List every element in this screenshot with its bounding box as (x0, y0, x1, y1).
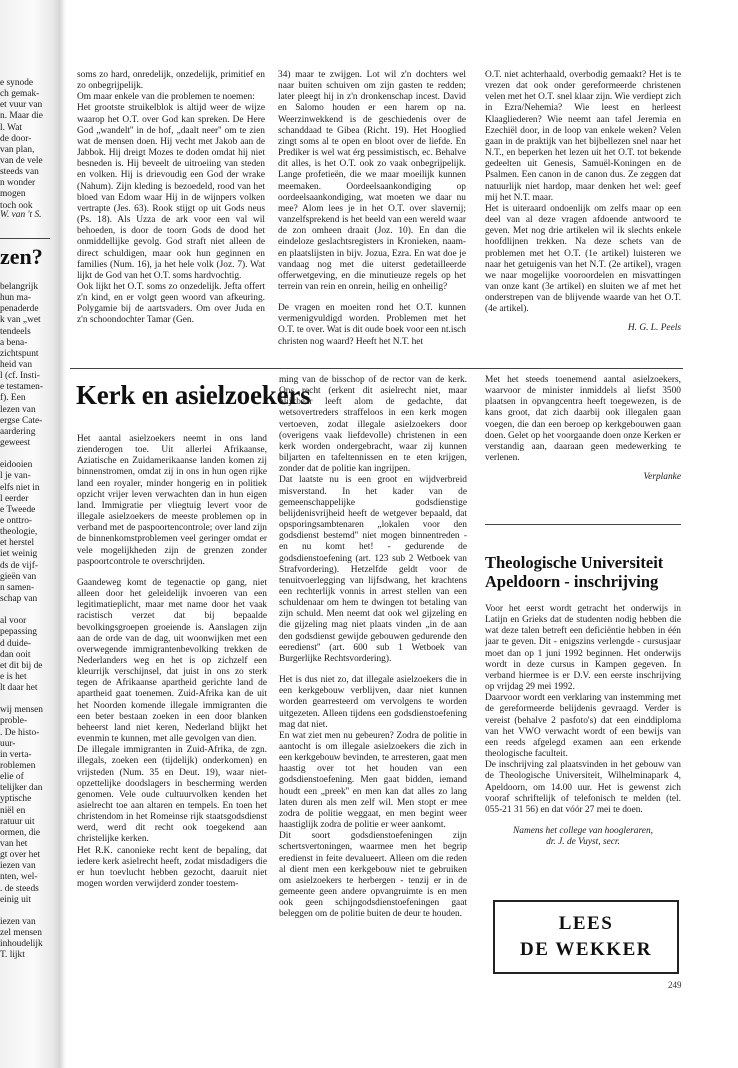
fragment-line: k van „wet (0, 315, 41, 326)
fragment-line (0, 605, 56, 616)
fragment-line: gieën van (0, 571, 37, 582)
top-article-column-1 (77, 70, 265, 352)
fragment-line (0, 906, 56, 917)
fragment-line: ratuur uit (0, 816, 35, 827)
top-article-col3-text: O.T. niet achterhaald, overbodig gemaakt? Het is te vrezen dat ook onder gereformeerde christenen velen met het O.T. snel klaar zijn. Wie verdiept zich in Ezra/Nehemia? Wie leest en herleest Klaagliederen? Wie neemt aan tafel Jeremia en Ezechiël door, in de loop van enkele weken? Velen gaan in de praktijk van het bijbellezen snel naar het N.T., en beperken het lezen uit het O.T. tot bekende gedeelten uit Genesis, Samuël-Koningen en de Psalmen. Een canon in de canon dus. Ze zeggen dat natuurlijk niet hardop, maar denken het wel: geef mij het N.T. maar. Het is uiteraard ondoenlijk om zelfs maar op een deel van al deze vragen afdoende antwoord te geven. Met nog drie artikelen wil ik slechts enkele hoofdlijnen trekken. Na deze schets van de problemen met het O.T. (1e artikel) luisteren we naar het getuigenis van het N.T. (2e artikel), vragen we naar mogelijke vooroordelen en misvattingen van onze kant (3e artikel) en sluiten we af met het onderstrepen van de blijvende waarde van het O.T. (4e artikel). (485, 70, 681, 315)
fragment-line: e is het (0, 671, 27, 682)
fragment-line: yptische (0, 794, 32, 805)
fragment-line: T. lijkt (0, 950, 25, 961)
tua-article-body (485, 604, 681, 894)
fragment-line: toch ook (0, 200, 33, 211)
fragment-line: a bena- (0, 337, 28, 348)
fragment-line: al voor (0, 616, 27, 627)
fragment-line: et herstel (0, 538, 35, 549)
fragment-line: elie of (0, 772, 24, 783)
fragment-line: l. Wat (0, 122, 22, 133)
fragment-line: e Tweede (0, 504, 36, 515)
fragment-line: van plan, (0, 144, 35, 155)
fragment-line: lt daar het (0, 683, 38, 694)
fragment-line: wij mensen (0, 705, 43, 716)
fragment-line: f). Een (0, 393, 26, 404)
promo-line-1: LEES (558, 913, 614, 934)
fragment-line: theologie, (0, 527, 38, 538)
left-page-signature: W. van 't S. (0, 210, 42, 220)
fragment-line: telijker dan (0, 783, 43, 794)
fragment-line: elfs niet in (0, 482, 40, 493)
asiel-article-column-2 (279, 375, 467, 990)
fragment-line: van de vele (0, 155, 43, 166)
fragment-line: einig uit (0, 894, 31, 905)
tua-college-signature (485, 826, 681, 848)
fragment-line: e testamen- (0, 382, 43, 393)
fragment-line: et dit bij de (0, 660, 43, 671)
top-article-col2-text-2: De vragen en moeiten rond het O.T. kunnen vermenigvuldigd worden. Problemen met het O.T. te over. Wat is dit oude boek voor een nt.isch christen nog waard? Heeft het N.T. het (278, 303, 466, 347)
asiel-article-column-3 (485, 375, 681, 515)
fragment-line (0, 449, 56, 460)
tua-college-line-2: dr. J. de Vuyst, secr. (546, 837, 620, 848)
fragment-line: tendeels (0, 326, 31, 337)
lees-de-wekker-box (493, 900, 679, 974)
fragment-line: eidooien (0, 460, 33, 471)
fragment-line: iezen van (0, 917, 36, 928)
fragment-line: . de steeds (0, 883, 39, 894)
fragment-line: belangrijk (0, 282, 39, 292)
fragment-line: e synode (0, 78, 34, 88)
fragment-line: inhoudelijk (0, 939, 43, 950)
asiel-col3-text: Met het steeds toenemend aantal asielzoekers, waarvoor de minister inmiddels al liefst 3500 plaatsen in opvangcentra heeft toegewezen, is de kans groot, dat zich daarbij ook illegalen gaan voegen, die dan een beroep op kerkgebouwen gaan doen. Gelet op het voorgaande doen onze Kerken er verstandig aan, daaraan geen medewerking te verlenen. (485, 375, 681, 464)
fragment-line: et vuur van (0, 100, 43, 111)
top-article-signature: H. G. L. Peels (627, 323, 681, 334)
top-article-column-3 (485, 70, 681, 352)
left-page-heading: zen? (0, 244, 43, 269)
fragment-line: ormen, die (0, 827, 41, 838)
left-page-rule (0, 238, 50, 239)
fragment-line: zel mensen (0, 928, 42, 939)
fragment-line: ds de vijf- (0, 560, 39, 571)
fragment-line: e onttro- (0, 515, 33, 526)
fragment-line: iezen van (0, 861, 36, 872)
top-article-column-2 (278, 70, 466, 352)
fragment-line: steeds van (0, 167, 39, 178)
fragment-line: . De histo- (0, 727, 40, 738)
fragment-line: in verta- (0, 749, 32, 760)
fragment-line: mogen (0, 189, 26, 200)
asiel-col1-text-2: Gaandeweg komt de tegenactie op gang, niet alleen door het geleidelijk invoeren van een legitimatieplicht, maar met name door het vaak racistisch verzet dat bij bepaalde bevolkingsgroepen groeiende is. Aanslagen zijn aan de orde van de dag, uit woonwijken met een overwegende immigrantenbevolking trekken de Nederlanders weg en het is op zichzelf een kleurrijk verschijnsel, dat juist in ons zo sterk tegen de Afrikaanse apartheid gerichte land de apartheid gaat toenemen. Zuid-Afrika kan de uit het Noorden komende illegale immigranten die een beter bestaan zoeken in een door blanken beheerst land niet keren, Nederland blijkt het evenmin te kunnen, met alle gevolgen van dien. De illegale immigranten in Zuid-Afrika, de zgn. illegals, zoeken een (tijdelijk) onderkomen) en vrijsteden (Num. 35 en Deut. 19), waar niet-opzettelijke doodslagers in bescherming werden genomen. Vele oude cultuurvolken kenden het asielrecht toe aan altaren en tempels. En toen het christendom in het Romeinse rijk staatsgodsdienst werd, werd dit recht ook toegekend aan christelijke kerken. Het R.K. canonieke recht kent de bepaling, dat iedere kerk asielrecht heeft, zodat misdadigers die er hun toevlucht hebben gezocht, daaruit niet mogen worden verwijderd zonder toestem- (77, 577, 267, 890)
fragment-line: zichtspunt (0, 348, 39, 359)
page-number: 249 (668, 980, 682, 990)
fragment-line: iet weinig (0, 549, 38, 560)
fragment-line: ergse Cate- (0, 415, 43, 426)
promo-line-2: DE WEKKER (520, 939, 652, 960)
fragment-line: pepassing (0, 627, 37, 638)
asiel-col2-text-1: ming van de bisschop of de rector van de kerk. Ons recht (erkent dit asielrecht niet, maar blijkbaar leeft alom de gedachte, dat wetsovertreders straffeloos in een kerk mogen vertoeven, zodat illegale asielzoekers door (overigens vaak liefdevolle) christenen in een kerk worden ondergebracht, waar zij kunnen biljarten en tafeltennissen en te eten krijgen, zonder dat de politie kan ingrijpen. Dat laatste nu is een groot en wijdverbreid misverstand. In het kader van de gemeenschappelijke godsdienstige belijdenisvrijheid heeft de wetgever bepaald, dat opsporingsambtenaren „lokalen voor den godsdienst bestemd'' niet mogen binnentreden - en nu komt het! - gedurende de godsdienstoefening (art. 123 sub 2 Wetboek van Strafvordering). Hetzelfde geldt voor de tenuitvoerlegging van lijfsdwang, het krachtens een rechterlijk vonnis in arrest stellen van een schuldenaar om hem te dwingen tot betaling van zijn schuld. Men neemt dat ook wel gijzeling en die gijzeling mag niet plaats vinden „in de aan den godsdienst gewijde gebouwen gedurende den eeredienst'' (art. 600 sub 1 Wetboek van Burgerlijke Rechtsvordering). (279, 375, 467, 664)
fragment-line: roblemen (0, 761, 36, 772)
left-page-fragment-lower (0, 282, 56, 982)
fragment-line: uur- (0, 738, 16, 749)
fragment-line: n. Maar die (0, 111, 43, 122)
fragment-line: n wonder (0, 178, 36, 189)
asiel-col1-text-1: Het aantal asielzoekers neemt in ons land zienderogen toe. Uit allerlei Afrikaanse, Aziatische en Zuidamerikaanse landen komen zij binnenstromen, omdat zij in ons in hun ogen rijke land een royaler, minder hongerig en in politiek opzicht vrijer leven verwachten dan in hun eigen land. Immigratie per vliegtuig levert voor de illegale asielzoekers de meeste problemen op in verband met de paspoortencontrole; over land zijn de binnenkomstproblemen veel geringer omdat er vele mogelijkheden zijn de grenzen zonder paspoortcontrole te overschrijden. (77, 434, 267, 567)
fragment-line: de door- (0, 133, 32, 144)
page-shadow (60, 0, 66, 1068)
fragment-line: hun ma- (0, 293, 31, 304)
fragment-line: lezen van (0, 404, 36, 415)
tua-college-line-1: Namens het college van hoogleraren, (513, 825, 653, 836)
fragment-line: aardering (0, 426, 36, 437)
asiel-col2-text-2: Het is dus niet zo, dat illegale asielzoekers die in een kerkgebouw verblijven, daar niet kunnen worden gearresteerd om vervolgens te worden uitgezeten. Alleen tijdens een godsdienstoefening mag dat niet. En wat ziet men nu gebeuren? Zodra de politie in aantocht is om illegale asielzoekers die zich in een kerkgebouw bevinden, te arresteren, gaat men haastig over tot het houden van een godsdienstoefening. Men gaat bidden, iemand houdt een „preek'' en men kan dat alles zo lang laten duren als men zelf wil. Men stopt er mee zodra de politie weggaat, en men begint weer haastiglijk zodra de politie er weer aankomt. Dit soort godsdienstoefeningen zijn schertsvertoningen, waarmee men het begrip eredienst in feite devalueert. Alleen om die reden al dient men een kerkgebouw niet te gebruiken om asielzoekers te herbergen - tenzij er in de gemeente geen andere opvangruimte is en men ook geen schijngodsdienstoefeningen gaat beleggen om de politie buiten de deur te houden. (279, 675, 467, 920)
fragment-line: heid van (0, 359, 33, 370)
asiel-article-column-1 (77, 434, 267, 990)
fragment-line: proble- (0, 716, 28, 727)
fragment-line: penaderde (0, 304, 39, 315)
fragment-line: l eerder (0, 493, 29, 504)
left-page-fragment-top (0, 78, 56, 218)
tua-article-text: Voor het eerst wordt getracht het onderwijs in Latijn en Grieks dat de studenten nodig hebben die wat deze talen betreft een deficiëntie hebben in één jaar te geven. Dit - enigszins verlengde - cursusjaar moet dan op 1 juni 1992 beginnen. Het onderwijs wordt in deze cursus in Kampen gegeven. In verband hiermee is er D.V. een eerste inschrijving op vrijdag 29 mei 1992. Daarvoor wordt een verklaring van instemming met de gereformeerde belijdenis gevraagd. Verder is vereist (behalve 2 pasfoto's) dat een einddiploma van het VWO verwacht wordt of een bewijs van een reeds afgelegd examen aan een erkende theologische faculteit. De inschrijving zal plaatsvinden in het gebouw van de Theologische Universiteit, Wilhelminapark 4, Apeldoorn, om 14.00 uur. Het is gewenst zich vooraf schriftelijk of telefonisch te melden (tel. 055-21 31 56) en dat vóór 27 mei te doen. (485, 604, 681, 815)
fragment-line: geweest (0, 437, 31, 448)
section-divider (70, 368, 683, 369)
fragment-line: n samen- (0, 582, 35, 593)
fragment-line: dan ooit (0, 649, 31, 660)
fragment-line: ch gemak- (0, 89, 40, 100)
asiel-article-signature: Verplanke (643, 472, 681, 483)
fragment-line: van het (0, 839, 28, 850)
fragment-line: schap van (0, 593, 38, 604)
fragment-line (0, 694, 56, 705)
tua-article-title: Theologische Universiteit Apeldoorn - inschrijving (485, 553, 664, 591)
top-article-col1-text: soms zo hard, onredelijk, onzedelijk, primitief en zo onbegrijpelijk. Om maar enkele van die problemen te noemen: Het grootste struikelblok is altijd weer de wijze waarop het O.T. over God kan spreken. De Here God „wandelt'' in de hof, „daalt neer'' om te zien wat de mensen doen. Hij vecht met Jakob aan de Jabbok. Hij dreigt Mozes te doden omdat hij niet besneden is. Hij beveelt de uitroeiing van steden en volken. Hij is drievoudig een God der wrake (Nahum). Zijn kleding is bezoedeld, rood van het bloed van Edom waar Hij in de wijnpers volken vertrapte (Jes. 63). Rook stijgt op uit Gods neus (Ps. 18). Als Uzza de ark voor een val wil behoeden, is door de toorn Gods de dood het onmiddellijke gevolg. God straft niet alleen de direct schuldigen, maar ook hun geginnen en families (Num. 16), ja het hele volk (Joz. 7). Wat lijkt de God van het O.T. soms hardvochtig. Ook lijkt het O.T. soms zo onzedelijk. Jefta offert z'n kind, en er volgt geen woord van afkeuring. Polygamie bij de aartsvaders. Om over Juda en z'n schoondochter Tamar (Gen. (77, 70, 265, 326)
top-article-col2-text-1: 34) maar te zwijgen. Lot wil z'n dochters wel naar buiten schuiven om zijn gasten te redden; later pleegt hij in z'n dronkenschap incest. David en Salomo houden er een harem op na. Weerzinwekkend is de geschiedenis over de schanddaad te Gibea (Richt. 19). Het Hooglied zingt soms al te open en bloot over de liefde. En Prediker is wel wat érg pessimistisch, ec. Behalve dit alles, is het O.T. ook zo vaak onbegrijpelijk. Lange profetieën, die we maar moeilijk kunnen meemaken. Oordeelsaankondiging op oordeelsaankondiging, wat moeten we daar nu mee? Alom lees je in het O.T. over slavernij; vanzelfsprekend is het beeld van een wereld waar de zon omheen draait (Joz. 10). En dan die eindeloze geslachtsregisters in Kronieken, naam- en plaatslijsten in bijv. Jozua, Ezra. En wat doe je vandaag nog met die uiterst gedetailleerde offerwetgeving, en die minutieuze regels op het terrein van rein en onrein, heilig en onheilig? (278, 70, 466, 292)
fragment-line: d duide- (0, 638, 31, 649)
fragment-line: gt over het (0, 850, 41, 861)
fragment-line: niël en (0, 805, 26, 816)
fragment-line: nten, wel- (0, 872, 38, 883)
tua-divider (485, 524, 681, 525)
fragment-line: l (cf. Insti- (0, 371, 40, 382)
fragment-line: l je van- (0, 471, 31, 482)
asiel-article-title: Kerk en asielzoekers (76, 380, 311, 410)
